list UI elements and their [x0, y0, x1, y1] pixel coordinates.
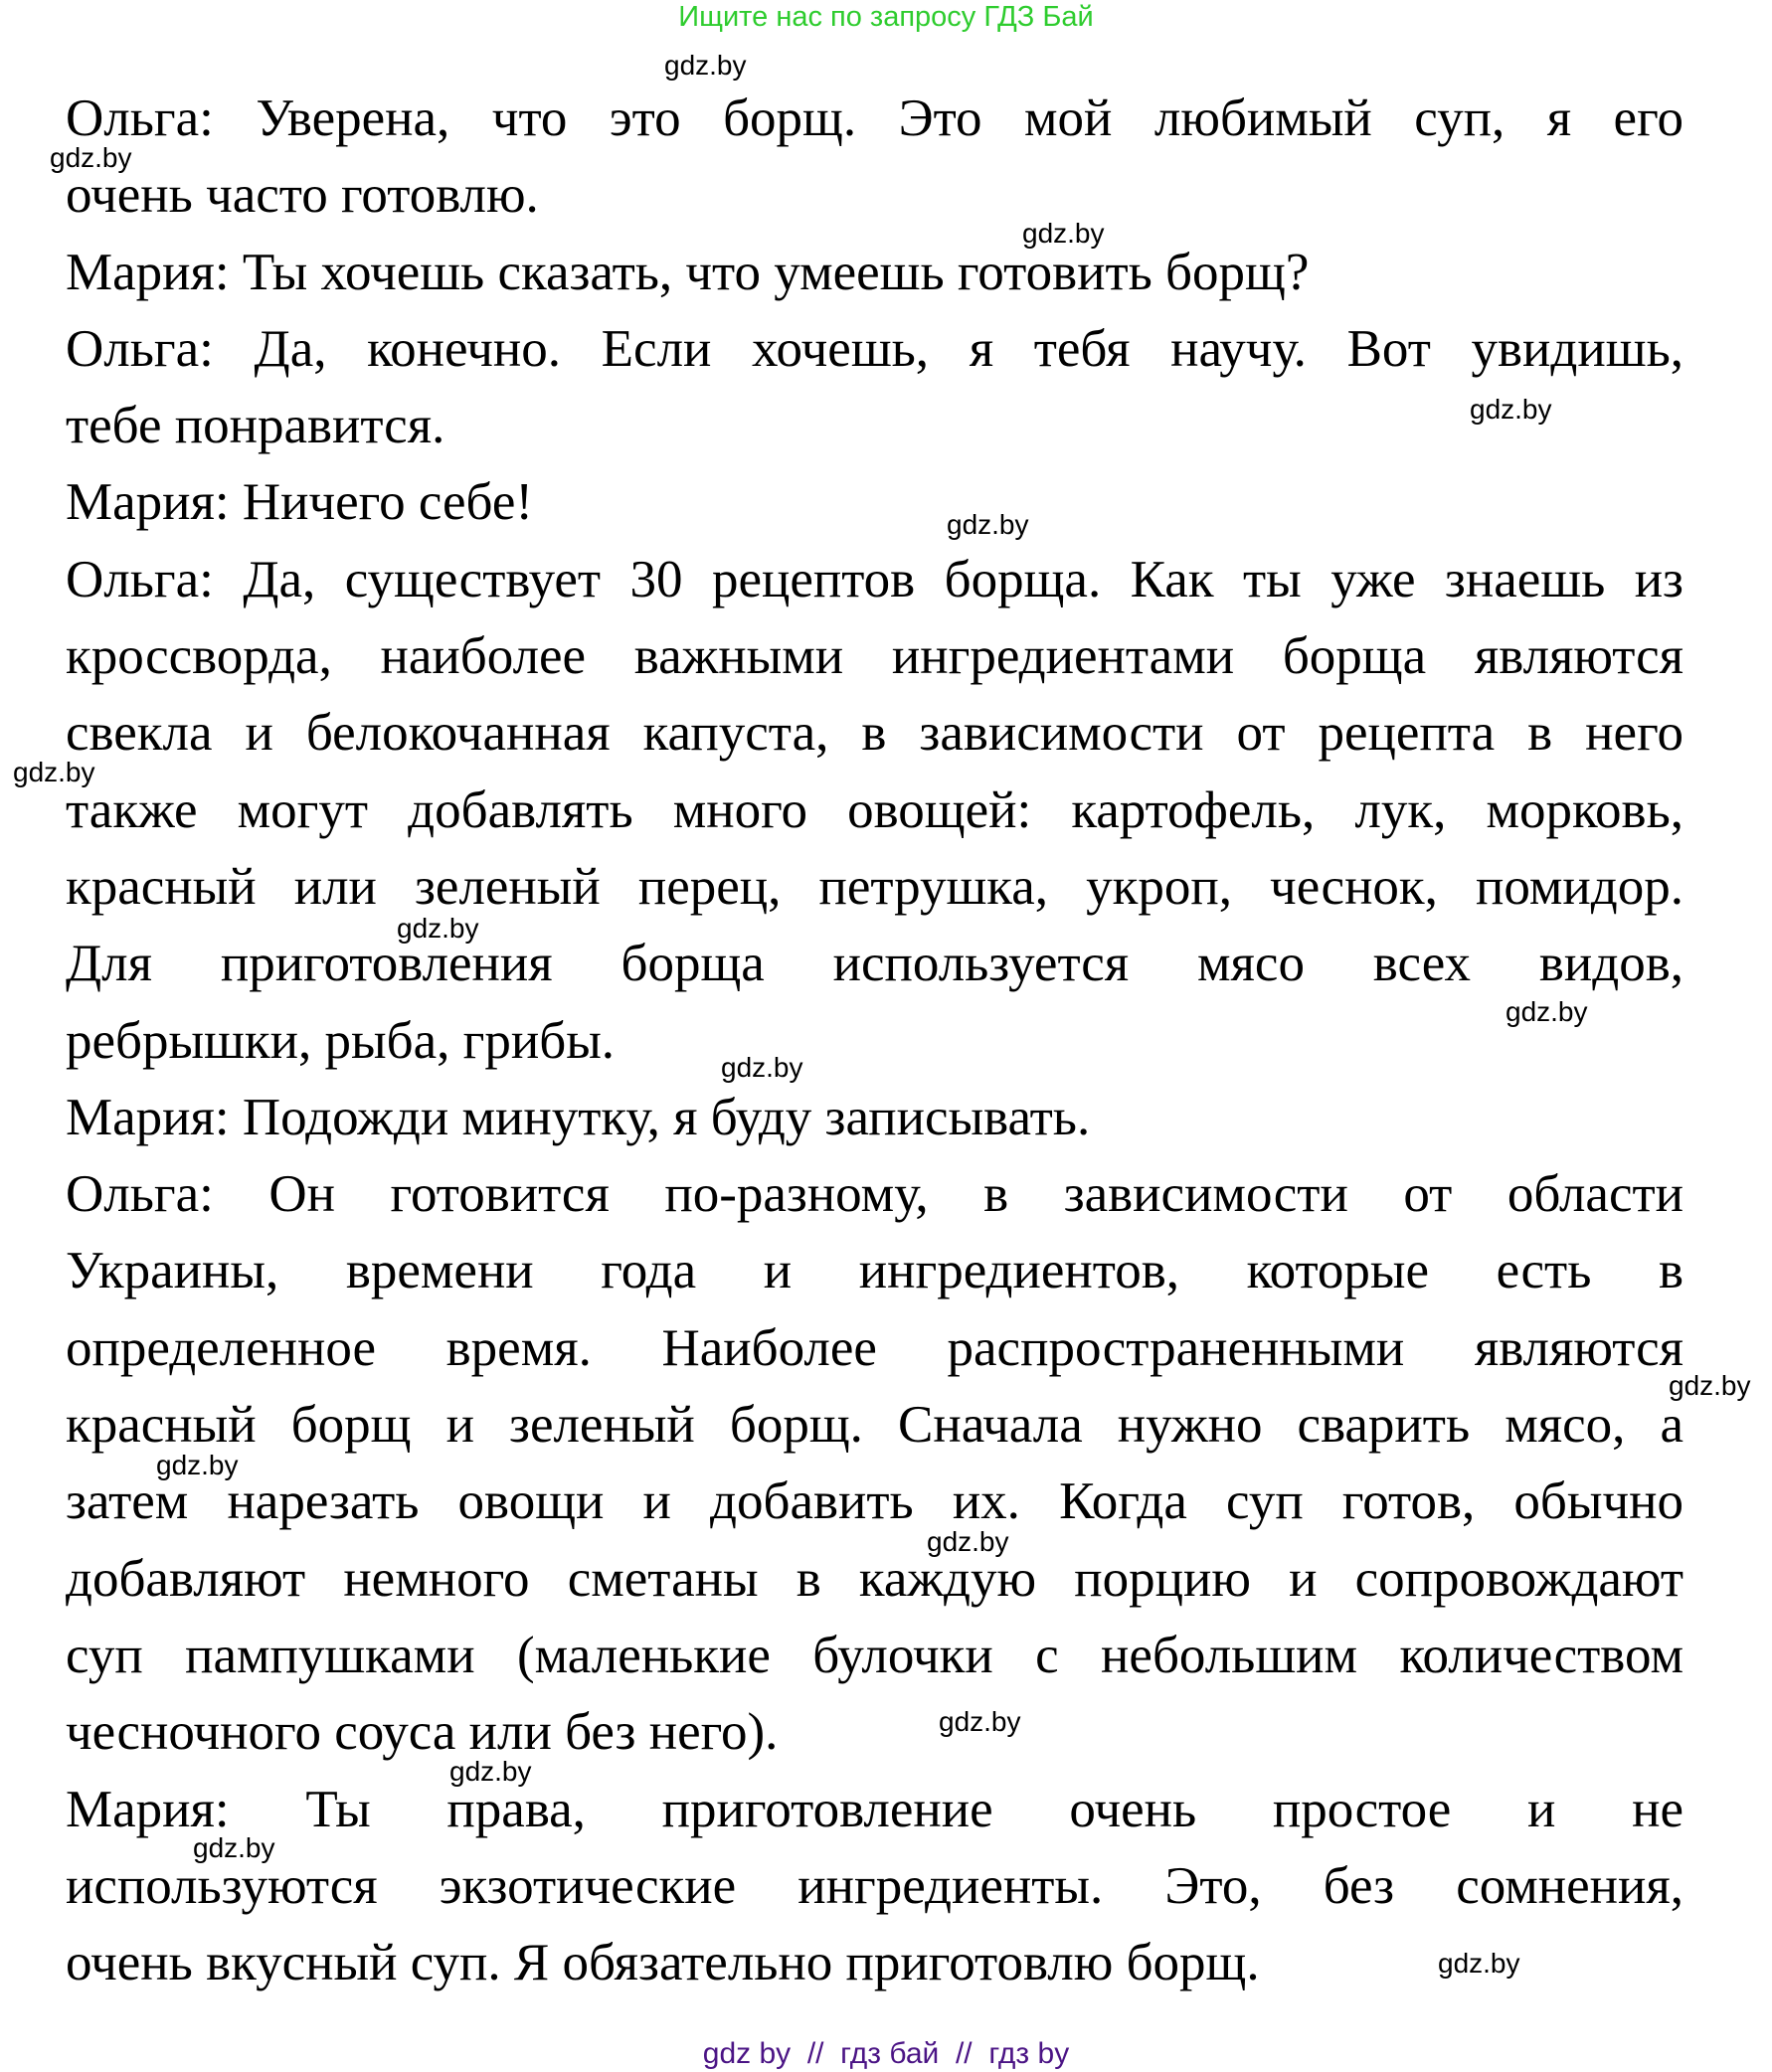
dialogue-line: Мария: Ты права, приготовление очень простое и не: [66, 1780, 1683, 1838]
watermark: gdz.by: [1506, 996, 1588, 1027]
watermark: gdz.by: [927, 1526, 1009, 1557]
watermark: gdz.by: [1022, 218, 1105, 249]
dialogue-line: свекла и белокочанная капуста, в зависимости от рецепта в него: [66, 704, 1683, 763]
dialogue-line: Украины, времени года и ингредиентов, которые есть в: [66, 1242, 1683, 1300]
watermark: gdz.by: [664, 50, 747, 81]
dialogue-line: Ольга: Он готовится по-разному, в зависимости от области: [66, 1165, 1683, 1224]
dialogue-line: очень часто готовлю.: [66, 166, 539, 225]
dialogue-line: Ольга: Да, конечно. Если хочешь, я тебя научу. Вот увидишь,: [66, 319, 1683, 378]
watermark: gdz.by: [449, 1756, 532, 1787]
dialogue-line: определенное время. Наиболее распространенными являются: [66, 1318, 1683, 1377]
dialogue-line: тебе понравится.: [66, 397, 445, 455]
dialogue-line: также могут добавлять много овощей: картофель, лук, морковь,: [66, 780, 1683, 839]
watermark: gdz.by: [50, 142, 132, 173]
dialogue-line: Мария: Ты хочешь сказать, что умеешь готовить борщ?: [66, 243, 1310, 301]
dialogue-line: затем нарезать овощи и добавить их. Когда суп готов, обычно: [66, 1472, 1683, 1531]
watermark: gdz.by: [1669, 1370, 1751, 1401]
dialogue-line: красный или зеленый перец, петрушка, укроп, чеснок, помидор.: [66, 857, 1683, 916]
watermark: gdz.by: [397, 913, 479, 944]
dialogue-line: используются экзотические ингредиенты. Это, без сомнения,: [66, 1856, 1683, 1915]
search-hint-header: Ищите нас по запросу ГДЗ Бай: [678, 1, 1094, 33]
dialogue-line: очень вкусный суп. Я обязательно приготовлю борщ.: [66, 1934, 1260, 1992]
dialogue-line: Мария: Ничего себе!: [66, 473, 533, 532]
watermark: gdz.by: [939, 1706, 1021, 1737]
dialogue-line: Для приготовления борща используется мясо всех видов,: [66, 935, 1683, 993]
watermark: gdz.by: [1470, 394, 1552, 425]
dialogue-line: чесночного соуса или без него).: [66, 1703, 779, 1762]
footer-links: gdz by // гдз бай // гдз by: [702, 2037, 1070, 2070]
dialogue-line: Ольга: Да, существует 30 рецептов борща. Как ты уже знаешь из: [66, 550, 1683, 608]
dialogue-line: красный борщ и зеленый борщ. Сначала нужно сварить мясо, а: [66, 1396, 1683, 1455]
dialogue-line: Ольга: Уверена, что это борщ. Это мой любимый суп, я его: [66, 89, 1683, 147]
watermark: gdz.by: [156, 1450, 239, 1480]
dialogue-line: добавляют немного сметаны в каждую порцию и сопровождают: [66, 1549, 1683, 1608]
watermark: gdz.by: [13, 757, 95, 787]
dialogue-line: ребрышки, рыба, грибы.: [66, 1011, 616, 1070]
dialogue-line: суп пампушками (маленькие булочки с небольшим количеством: [66, 1626, 1683, 1684]
dialogue-line: кроссворда, наиболее важными ингредиентами борща являются: [66, 627, 1683, 686]
watermark: gdz.by: [193, 1832, 275, 1863]
watermark: gdz.by: [947, 509, 1029, 540]
dialogue-text: [66, 81, 1683, 2001]
watermark: gdz.by: [721, 1052, 803, 1083]
watermark: gdz.by: [1438, 1948, 1520, 1979]
dialogue-line: Мария: Подожди минутку, я буду записывать.: [66, 1088, 1091, 1146]
